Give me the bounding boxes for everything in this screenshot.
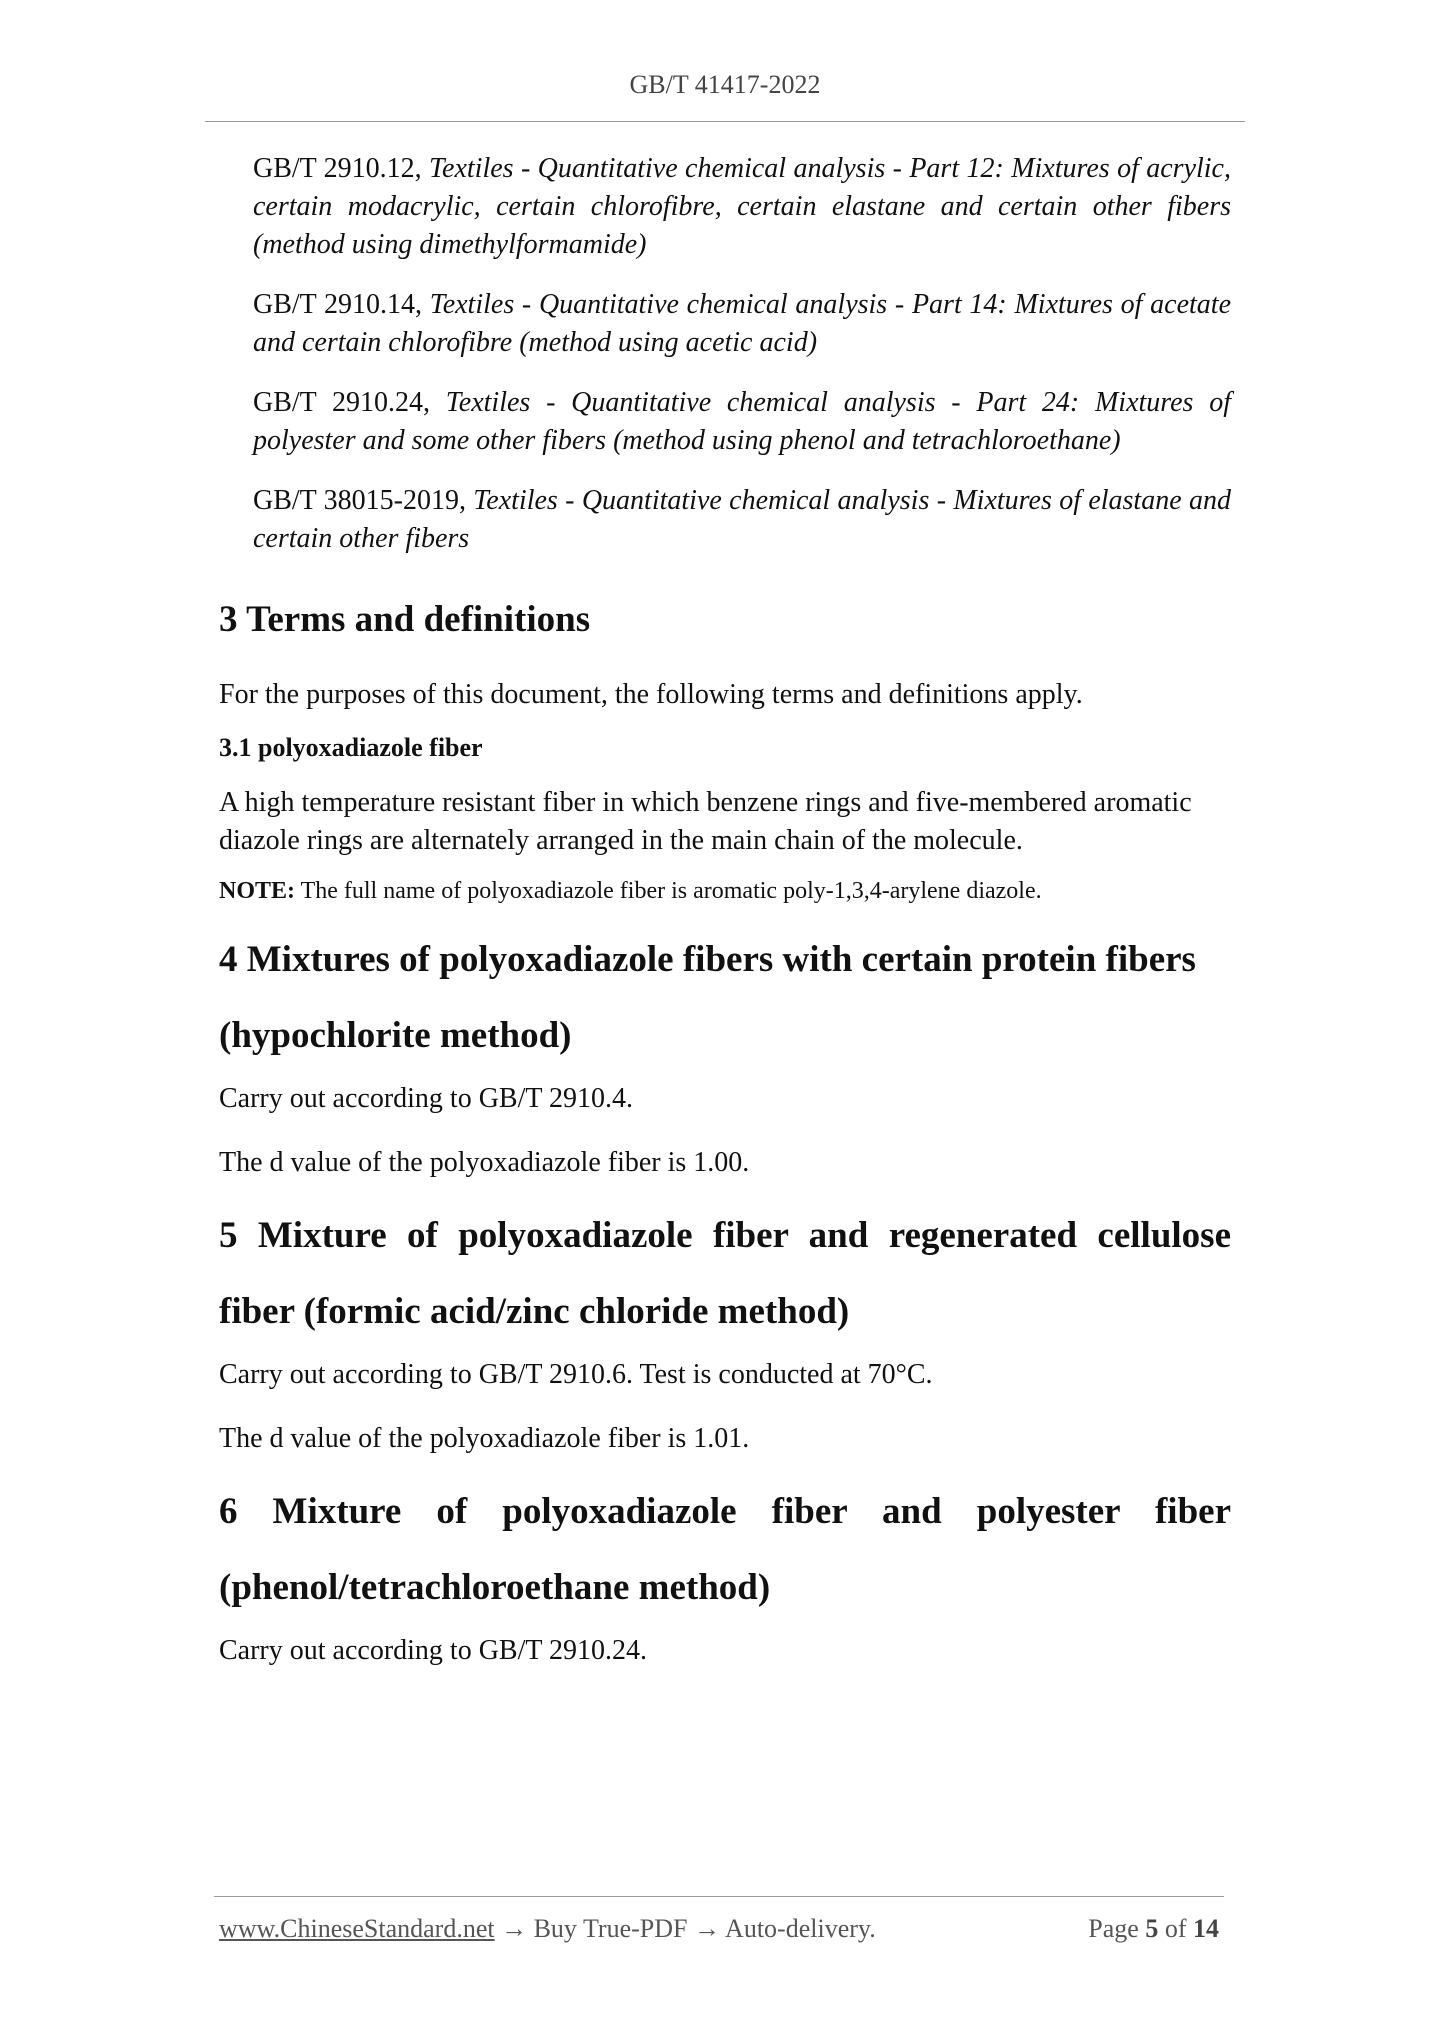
- reference-code: GB/T 2910.24,: [253, 387, 446, 418]
- section-6-heading-line-2: (phenol/tetrachloroethane method): [219, 1567, 771, 1608]
- note-label: NOTE:: [219, 878, 296, 904]
- section-5-heading-line-2: fiber (formic acid/zinc chloride method): [219, 1291, 850, 1332]
- reference-title: Textiles - Quantitative chemical analysis - Mixtures of elastane and certain other fibers: [253, 485, 1231, 554]
- document-code: GB/T 41417-2022: [629, 70, 821, 99]
- reference-item: [253, 286, 1231, 362]
- reference-item: [253, 482, 1231, 558]
- reference-code: GB/T 2910.14,: [253, 289, 430, 320]
- section-6-heading: [219, 1474, 1231, 1626]
- page-content: [219, 150, 1231, 1670]
- section-4-paragraph-1: Carry out according to GB/T 2910.4.: [219, 1083, 633, 1114]
- header-divider: [205, 121, 1245, 122]
- reference-code: GB/T 38015-2019,: [253, 485, 474, 516]
- section-4-heading-line-1: 4 Mixtures of polyoxadiazole fibers with certain protein fibers: [219, 939, 1196, 980]
- section-4-heading-line-2: (hypochlorite method): [219, 1015, 572, 1056]
- reference-title: Textiles - Quantitative chemical analysis - Part 14: Mixtures of acetate and certain chlorofibre (method using acetic acid): [253, 289, 1231, 358]
- page-label: Page: [1088, 1914, 1146, 1943]
- footer-tagline: → Buy True-PDF → Auto-delivery.: [494, 1914, 876, 1943]
- reference-item: [253, 150, 1231, 264]
- term-3-1-definition: A high temperature resistant fiber in which benzene rings and five-membered aromatic diazole rings are alternately arranged in the main chain of the molecule.: [219, 787, 1192, 856]
- section-3-heading: 3 Terms and definitions: [219, 599, 591, 640]
- section-3-intro: For the purposes of this document, the following terms and definitions apply.: [219, 679, 1083, 710]
- page-header: [205, 70, 1245, 100]
- section-5-heading: [219, 1198, 1231, 1350]
- page-number: [1088, 1914, 1219, 1944]
- term-3-1-note: [219, 874, 1231, 908]
- section-5-paragraph-1: Carry out according to GB/T 2910.6. Test is conducted at 70°C.: [219, 1359, 933, 1390]
- website-link[interactable]: www.ChineseStandard.net: [219, 1914, 495, 1943]
- section-6-paragraph-1: Carry out according to GB/T 2910.24.: [219, 1635, 647, 1666]
- current-page: 5: [1145, 1914, 1159, 1943]
- section-6-heading-line-1: 6 Mixture of polyoxadiazole fiber and polyester fiber: [219, 1491, 1231, 1532]
- section-4-paragraph-2: The d value of the polyoxadiazole fiber is 1.00.: [219, 1147, 750, 1178]
- section-5-heading-line-1: 5 Mixture of polyoxadiazole fiber and regenerated cellulose: [219, 1215, 1231, 1256]
- reference-code: GB/T 2910.12,: [253, 153, 430, 184]
- note-text: The full name of polyoxadiazole fiber is aromatic poly-1,3,4-arylene diazole.: [295, 878, 1042, 904]
- reference-title: Textiles - Quantitative chemical analysis - Part 24: Mixtures of polyester and some other fibers (method using phenol and tetrachloroethane): [253, 387, 1231, 456]
- total-pages: 14: [1193, 1914, 1219, 1943]
- footer-promo: [219, 1914, 876, 1944]
- page-of-label: of: [1158, 1914, 1193, 1943]
- reference-item: [253, 384, 1231, 460]
- reference-title: Textiles - Quantitative chemical analysis - Part 12: Mixtures of acrylic, certain modacrylic, certain chlorofibre, certain elastane and certain other fibers (method using dimethylformamide): [253, 153, 1231, 260]
- footer-divider: [214, 1896, 1224, 1897]
- normative-references-list: [219, 150, 1231, 558]
- section-5-paragraph-2: The d value of the polyoxadiazole fiber is 1.01.: [219, 1423, 750, 1454]
- term-3-1-heading: 3.1 polyoxadiazole fiber: [219, 733, 483, 762]
- section-4-heading: [219, 922, 1231, 1074]
